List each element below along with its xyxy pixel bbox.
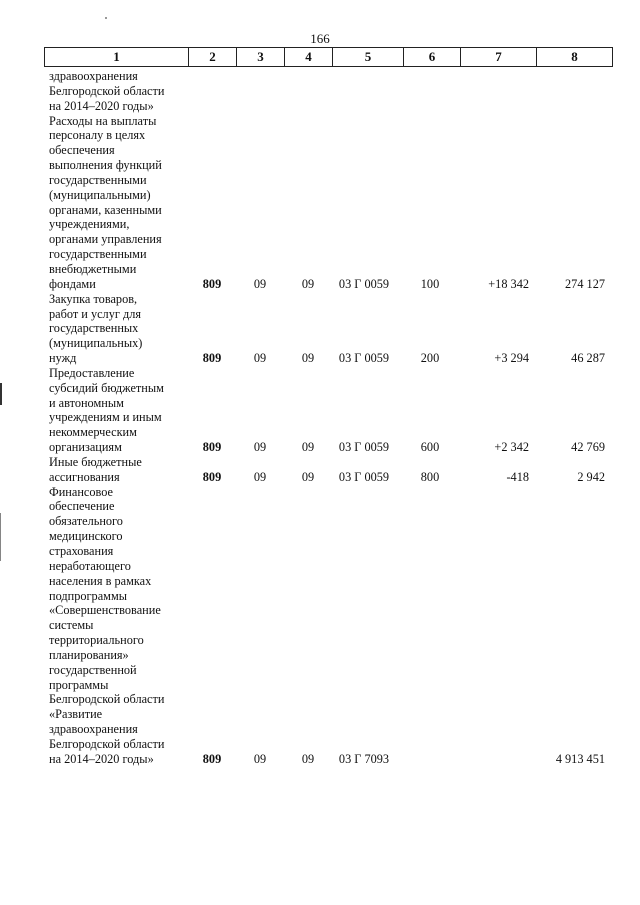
cell-subsection: 09 bbox=[301, 439, 315, 454]
cell-section: 09 bbox=[253, 469, 267, 484]
cell-subsection: 09 bbox=[301, 469, 315, 484]
description-line: внебюджетными bbox=[49, 261, 137, 276]
description-line: государственной bbox=[49, 662, 137, 677]
description-line: «Совершенствование bbox=[49, 603, 161, 618]
cell-target-article: 03 Г 0059 bbox=[338, 350, 390, 365]
cell-section: 09 bbox=[253, 439, 267, 454]
description-line: органами, казенными bbox=[49, 202, 162, 217]
description-line: здравоохранения bbox=[49, 69, 138, 83]
cell-expense-type: 600 bbox=[420, 439, 440, 454]
description-line: ассигнования bbox=[49, 469, 120, 484]
table-row bbox=[44, 366, 612, 455]
description-line: государственных bbox=[49, 321, 139, 336]
description-line: подпрограммы bbox=[49, 588, 127, 603]
cell-expense-type: 100 bbox=[420, 276, 440, 291]
table-row bbox=[44, 114, 612, 292]
description-line: нужд bbox=[49, 351, 77, 366]
table-row bbox=[44, 485, 612, 767]
column-header-8: 8 bbox=[537, 48, 613, 67]
description-line: государственными bbox=[49, 172, 147, 187]
column-header-3: 3 bbox=[237, 48, 285, 67]
cell-amount: 42 769 bbox=[571, 439, 605, 454]
description-line: государственными bbox=[49, 247, 147, 262]
description-line: некоммерческим bbox=[49, 425, 137, 440]
description-line: Иные бюджетные bbox=[49, 454, 142, 469]
description-line: «Развитие bbox=[49, 707, 103, 722]
row-description bbox=[49, 69, 181, 114]
description-line: персоналу в целях bbox=[49, 128, 146, 143]
cell-subsection: 09 bbox=[301, 350, 315, 365]
cell-subsection: 09 bbox=[301, 276, 315, 291]
description-line: Расходы на выплаты bbox=[49, 113, 157, 128]
table-header bbox=[44, 47, 613, 67]
description-line: территориального bbox=[49, 633, 144, 648]
cell-subsection: 09 bbox=[301, 751, 315, 766]
row-values bbox=[44, 440, 612, 455]
cell-ministry-code: 809 bbox=[202, 469, 222, 484]
description-line: обеспечения bbox=[49, 143, 115, 158]
column-header-7: 7 bbox=[461, 48, 537, 67]
description-line: программы bbox=[49, 677, 109, 692]
description-line: обеспечение bbox=[49, 499, 115, 514]
table-row bbox=[44, 292, 612, 366]
column-header-1: 1 bbox=[45, 48, 189, 67]
description-line: Закупка товаров, bbox=[49, 291, 138, 306]
table-row bbox=[44, 455, 612, 485]
cell-change: +18 342 bbox=[488, 276, 529, 291]
scan-mark bbox=[105, 17, 107, 19]
column-header-2: 2 bbox=[189, 48, 237, 67]
description-line: населения в рамках bbox=[49, 573, 152, 588]
description-line: обязательного bbox=[49, 514, 123, 529]
cell-ministry-code: 809 bbox=[202, 276, 222, 291]
header-row bbox=[45, 48, 613, 67]
cell-amount: 274 127 bbox=[565, 276, 605, 291]
cell-amount: 4 913 451 bbox=[555, 751, 605, 766]
description-line: выполнения функций bbox=[49, 158, 162, 173]
cell-expense-type: 800 bbox=[420, 469, 440, 484]
scan-mark bbox=[0, 383, 2, 405]
scan-mark bbox=[0, 513, 1, 561]
cell-amount: 2 942 bbox=[577, 469, 605, 484]
cell-ministry-code: 809 bbox=[202, 751, 222, 766]
description-line: страхования bbox=[49, 544, 114, 558]
description-line: Предоставление bbox=[49, 365, 135, 380]
description-line: учреждениям и иным bbox=[49, 410, 162, 425]
description-line: здравоохранения bbox=[49, 722, 138, 737]
description-line: фондами bbox=[49, 276, 96, 291]
cell-ministry-code: 809 bbox=[202, 350, 222, 365]
cell-expense-type: 200 bbox=[420, 350, 440, 365]
description-line: органами управления bbox=[49, 232, 162, 247]
description-line: Финансовое bbox=[49, 484, 114, 499]
page-number: 166 bbox=[310, 31, 330, 46]
cell-amount: 46 287 bbox=[571, 350, 605, 365]
description-line: субсидий бюджетным bbox=[49, 380, 164, 395]
column-header-4: 4 bbox=[285, 48, 333, 67]
description-line: и автономным bbox=[49, 395, 124, 410]
table-body bbox=[44, 69, 612, 767]
cell-target-article: 03 Г 7093 bbox=[338, 751, 390, 766]
cell-ministry-code: 809 bbox=[202, 439, 222, 454]
description-line: учреждениями, bbox=[49, 217, 130, 232]
description-line: (муниципальными) bbox=[49, 187, 151, 202]
row-description bbox=[49, 485, 181, 767]
row-values bbox=[44, 351, 612, 366]
cell-section: 09 bbox=[253, 276, 267, 291]
cell-change: -418 bbox=[506, 469, 529, 484]
description-line: неработающего bbox=[49, 558, 131, 573]
row-description bbox=[49, 114, 181, 292]
cell-change: +2 342 bbox=[494, 439, 529, 454]
description-line: организациям bbox=[49, 440, 122, 455]
description-line: на 2014–2020 годы» bbox=[49, 98, 154, 113]
cell-section: 09 bbox=[253, 350, 267, 365]
cell-target-article: 03 Г 0059 bbox=[338, 439, 390, 454]
description-line: планирования» bbox=[49, 647, 129, 662]
row-values bbox=[44, 277, 612, 292]
description-line: (муниципальных) bbox=[49, 336, 143, 351]
column-header-5: 5 bbox=[333, 48, 404, 67]
description-line: Белгородской области bbox=[49, 83, 165, 98]
description-line: системы bbox=[49, 618, 94, 633]
cell-target-article: 03 Г 0059 bbox=[338, 276, 390, 291]
cell-change: +3 294 bbox=[494, 350, 529, 365]
row-values bbox=[44, 752, 612, 767]
description-line: работ и услуг для bbox=[49, 306, 142, 321]
table-row bbox=[44, 69, 612, 114]
cell-target-article: 03 Г 0059 bbox=[338, 469, 390, 484]
description-line: на 2014–2020 годы» bbox=[49, 751, 154, 766]
cell-section: 09 bbox=[253, 751, 267, 766]
description-line: Белгородской области bbox=[49, 692, 165, 707]
row-values bbox=[44, 470, 612, 485]
description-line: медицинского bbox=[49, 529, 123, 544]
column-header-6: 6 bbox=[404, 48, 461, 67]
description-line: Белгородской области bbox=[49, 736, 165, 751]
